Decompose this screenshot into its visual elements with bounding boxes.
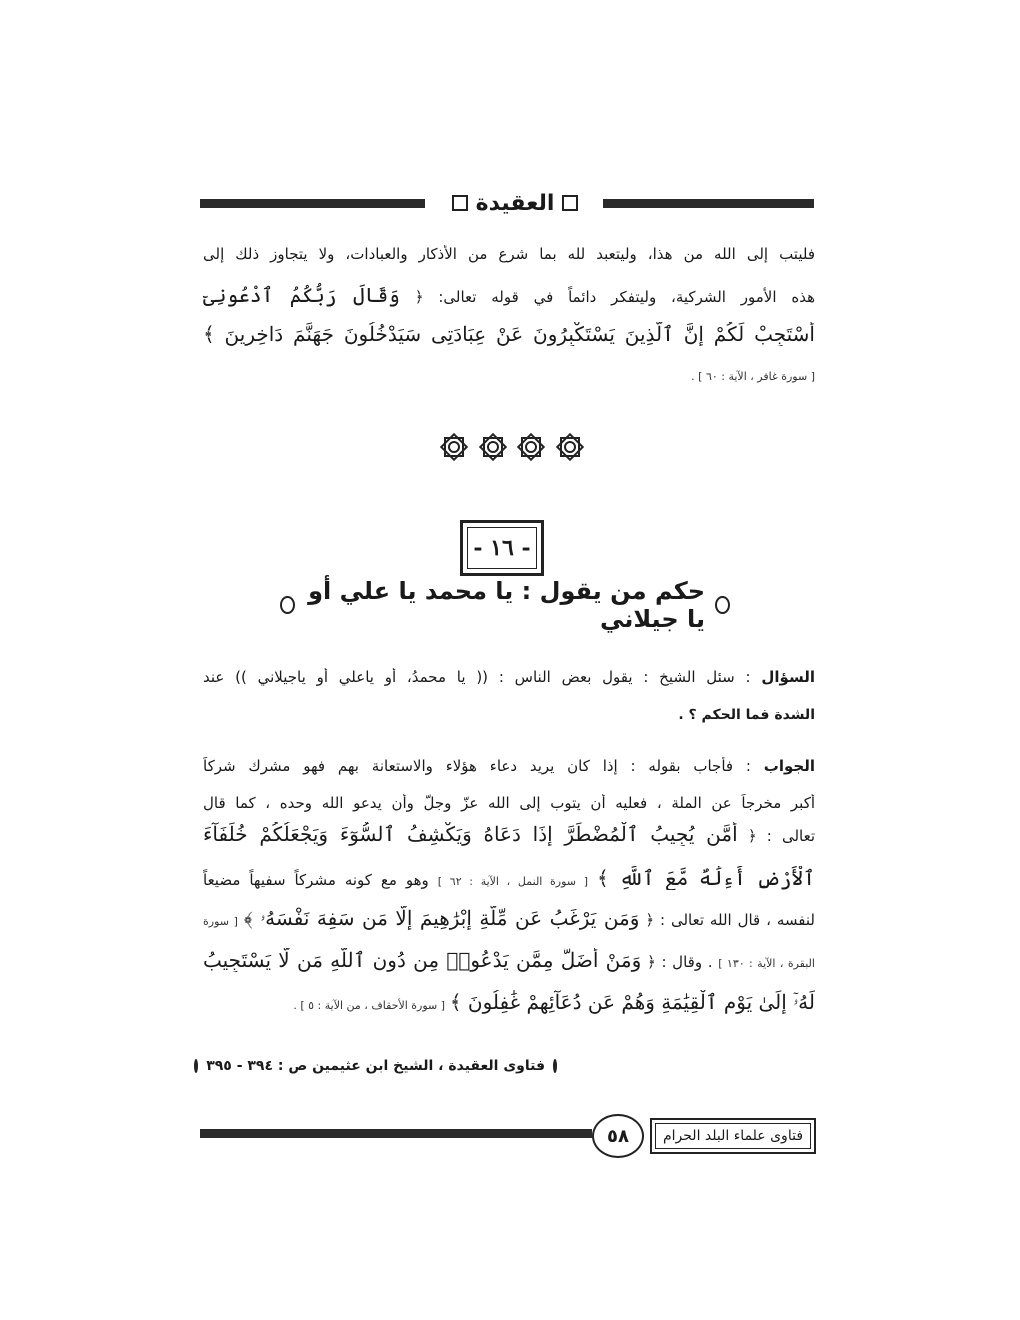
answer-verse-2: وَمَن يَرْغَبُ عَن مِّلَّةِ إِبْرَٰهِيمَ إِلَّا مَن سَفِهَ نَفْسَهُۥ ﴾	[243, 906, 640, 930]
section-title-row	[280, 577, 730, 633]
answer-line-5	[203, 906, 815, 930]
star-ornament-icon	[515, 431, 547, 463]
answer-citation-1: [ سورة النمل ، الآية : ٦٢ ]	[437, 875, 588, 888]
answer-line-6	[203, 948, 815, 972]
circle-bullet-icon	[553, 1059, 557, 1073]
question-line-1	[203, 668, 815, 686]
answer-line-7	[203, 990, 815, 1014]
answer-line-4	[203, 866, 815, 890]
intro-line-1: فليتب إلى الله من هذا، وليتعبد لله بما شرع من الأذكار والعبادات، ولا يتجاوز ذلك إلى	[203, 245, 815, 263]
answer-line-3	[203, 822, 815, 846]
footer-rule	[200, 1129, 592, 1138]
source-reference	[197, 1058, 557, 1074]
intro-line-2	[203, 283, 815, 307]
question-text-1: : سئل الشيخ : يقول بعض الناس : (( يا محمدُ، أو ياعلي أو ياجيلاني )) عند	[203, 668, 751, 686]
header	[430, 186, 600, 220]
answer-line-2: أكبر مخرجاً عن الملة ، فعليه أن يتوب إلى الله عزّ وجلّ وأن يدعو الله وحده ، كما قال	[203, 794, 815, 812]
page-number: ٥٨	[592, 1114, 644, 1158]
answer-line-6-text: . وقال : ﴿	[646, 953, 713, 971]
answer-label: الجواب	[763, 757, 815, 775]
answer-text-1: : فأجاب بقوله : إذا كان يريد دعاء هؤلاء والاستعانة بهم فهو مشرك شركاً	[203, 757, 751, 775]
answer-line-1	[203, 757, 815, 775]
square-bullet-icon	[452, 195, 468, 211]
circle-bullet-icon	[715, 596, 730, 614]
intro-verse-part2: أَسْتَجِبْ لَكُمْ إِنَّ ٱلَّذِينَ يَسْتَكْبِرُونَ عَنْ عِبَادَتِى سَيَدْخُلُونَ جَهَنَّمَ دَاخِرِينَ ﴾	[203, 322, 815, 346]
star-ornament-icon	[554, 431, 586, 463]
answer-line-3-text: تعالى : ﴿	[747, 827, 815, 845]
answer-citation-2-start: [ سورة	[203, 915, 238, 928]
answer-verse-3: وَمَنْ أَضَلُّ مِمَّن يَدْعُوا۟ مِن دُونِ ٱللَّهِ مَن لَّا يَسْتَجِيبُ	[203, 948, 642, 972]
answer-verse-1-end: ٱلْأَرْضِ أَءِلَٰهٌ مَّعَ ٱللَّهِ ﴾	[596, 866, 815, 890]
source-text: فتاوى العقيدة ، الشيخ ابن عثيمين ص : ٣٩٤ - ٣٩٥	[206, 1058, 545, 1074]
answer-line-5-text: لنفسه ، قال الله تعالى : ﴿	[645, 911, 815, 929]
section-number-box	[460, 520, 544, 576]
circle-bullet-icon	[194, 1059, 198, 1073]
answer-citation-2-end: البقرة ، الآية : ١٣٠ ]	[718, 957, 815, 970]
footer-book-title: فتاوى علماء البلد الحرام	[655, 1123, 811, 1149]
circle-bullet-icon	[280, 596, 295, 614]
question-label: السؤال	[761, 668, 815, 686]
header-rule-left	[200, 199, 425, 208]
ornament-divider	[438, 427, 586, 467]
intro-line-2-text: هذه الأمور الشركية، وليتفكر دائماً في قوله تعالى: ﴿	[414, 288, 815, 306]
header-title: العقيدة	[475, 190, 555, 216]
question-line-2: الشدة فما الحكم ؟ .	[678, 707, 815, 723]
section-title: حكم من يقول : يا محمد يا علي أو يا جيلاني	[308, 577, 706, 633]
answer-verse-1: أَمَّن يُجِيبُ ٱلْمُضْطَرَّ إِذَا دَعَاهُ وَيَكْشِفُ ٱلسُّوٓءَ وَيَجْعَلُكُمْ خُلَفَآءَ	[203, 822, 738, 846]
answer-line-4-text: وهو مع كونه مشركاً سفيهاً مضيعاً	[203, 871, 429, 889]
star-ornament-icon	[477, 431, 509, 463]
intro-citation: [ سورة غافر ، الآية : ٦٠ ] .	[691, 370, 815, 383]
square-bullet-icon	[562, 195, 578, 211]
answer-verse-3-end: لَهُۥٓ إِلَىٰ يَوْمِ ٱلْقِيَٰمَةِ وَهُمْ عَن دُعَآئِهِمْ غَٰفِلُونَ ﴾	[449, 990, 815, 1014]
footer-book-box	[650, 1118, 816, 1154]
section-number: - ١٦ -	[467, 527, 537, 569]
header-rule-right	[603, 199, 814, 208]
star-ornament-icon	[438, 431, 470, 463]
intro-verse-part1: وَقَالَ رَبُّكُمُ ٱدْعُونِىٓ	[203, 283, 400, 307]
answer-citation-3: [ سورة الأحقاف ، من الآية : ٥ ] .	[293, 999, 446, 1012]
